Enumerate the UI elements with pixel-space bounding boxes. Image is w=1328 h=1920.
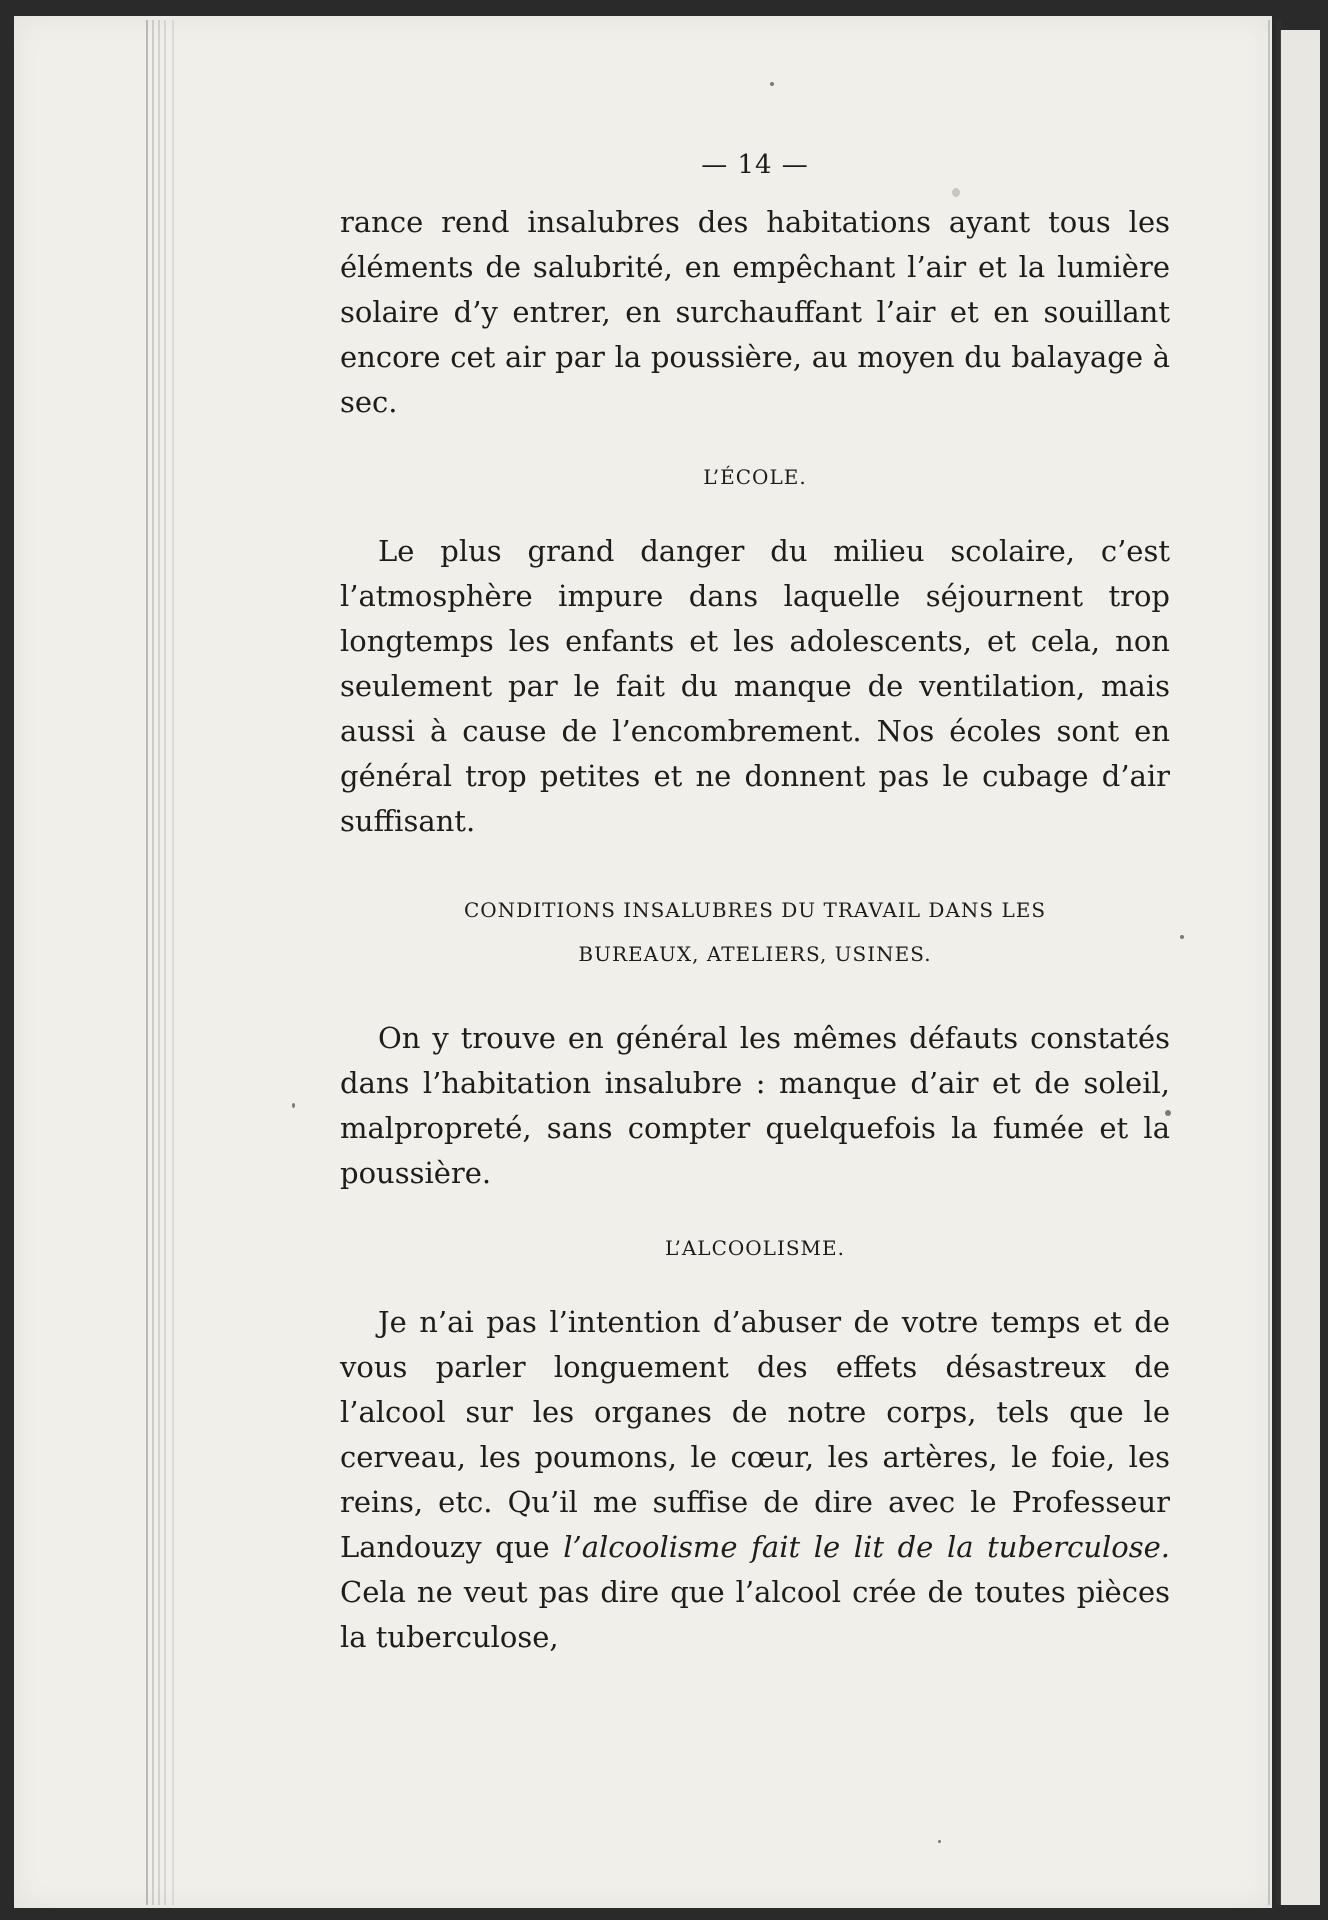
section-heading-conditions <box>340 888 1170 976</box>
heading-line-1: CONDITIONS INSALUBRES DU TRAVAIL DANS LES <box>463 898 1047 922</box>
page-edge-line <box>152 20 154 1905</box>
page-edge-line <box>172 20 174 1905</box>
speck <box>938 1840 941 1843</box>
next-page-edge <box>1280 30 1320 1905</box>
speck <box>770 82 774 86</box>
page-edge-line <box>164 20 166 1905</box>
paragraph-4-italic-quote: l’alcoolisme fait le lit de la tuberculose. <box>563 1530 1170 1564</box>
paragraph-4-start: Je n’ai pas l’intention d’abuser de votre temps et de vous parler longuement des effets désastreux de l’alcool sur les organes de notre corps, tels que le cerveau, les poumons, le cœur, les artères, le foie, les reins, etc. Qu’il me suffise de dire avec le Professeur Landouzy que <box>340 1305 1170 1564</box>
section-heading-ecole: L’ÉCOLE. <box>703 465 807 489</box>
page-content <box>340 150 1170 1660</box>
paragraph-4-end: Cela ne veut pas dire que l’alcool crée de toutes pièces la tuberculose, <box>340 1575 1170 1654</box>
speck <box>1180 935 1184 939</box>
paragraph-2: Le plus grand danger du milieu scolaire, c’est l’atmosphère impure dans laquelle séjournent trop longtemps les enfants et les adolescents, et cela, non seulement par le fait du manque de ventilation, mais aussi à cause de l’encombrement. Nos écoles sont en général trop petites et ne donnent pas le cubage d’air suffisant. <box>340 534 1170 838</box>
page-edge-line <box>146 20 148 1905</box>
heading-line-2: BUREAUX, ATELIERS, USINES. <box>578 942 932 966</box>
page-number: — 14 — <box>701 150 809 180</box>
paragraph-3: On y trouve en général les mêmes défauts constatés dans l’habitation insalubre : manque d’air et de soleil, malpropreté, sans compter quelquefois la fumée et la poussière. <box>340 1021 1170 1190</box>
paragraph-4 <box>340 1300 1170 1660</box>
paragraph-1: rance rend insalubres des habitations ayant tous les éléments de salubrité, en empêchant l’air et la lumière solaire d’y entrer, en surchauffant l’air et en souillant encore cet air par la poussière, au moyen du balayage à sec. <box>340 205 1170 419</box>
page-edge-line <box>158 20 160 1905</box>
page-edge-line <box>1268 20 1270 1905</box>
speck <box>292 1103 295 1108</box>
section-heading-alcoolisme: L’ALCOOLISME. <box>665 1236 845 1260</box>
page-gutter <box>1276 20 1281 1905</box>
